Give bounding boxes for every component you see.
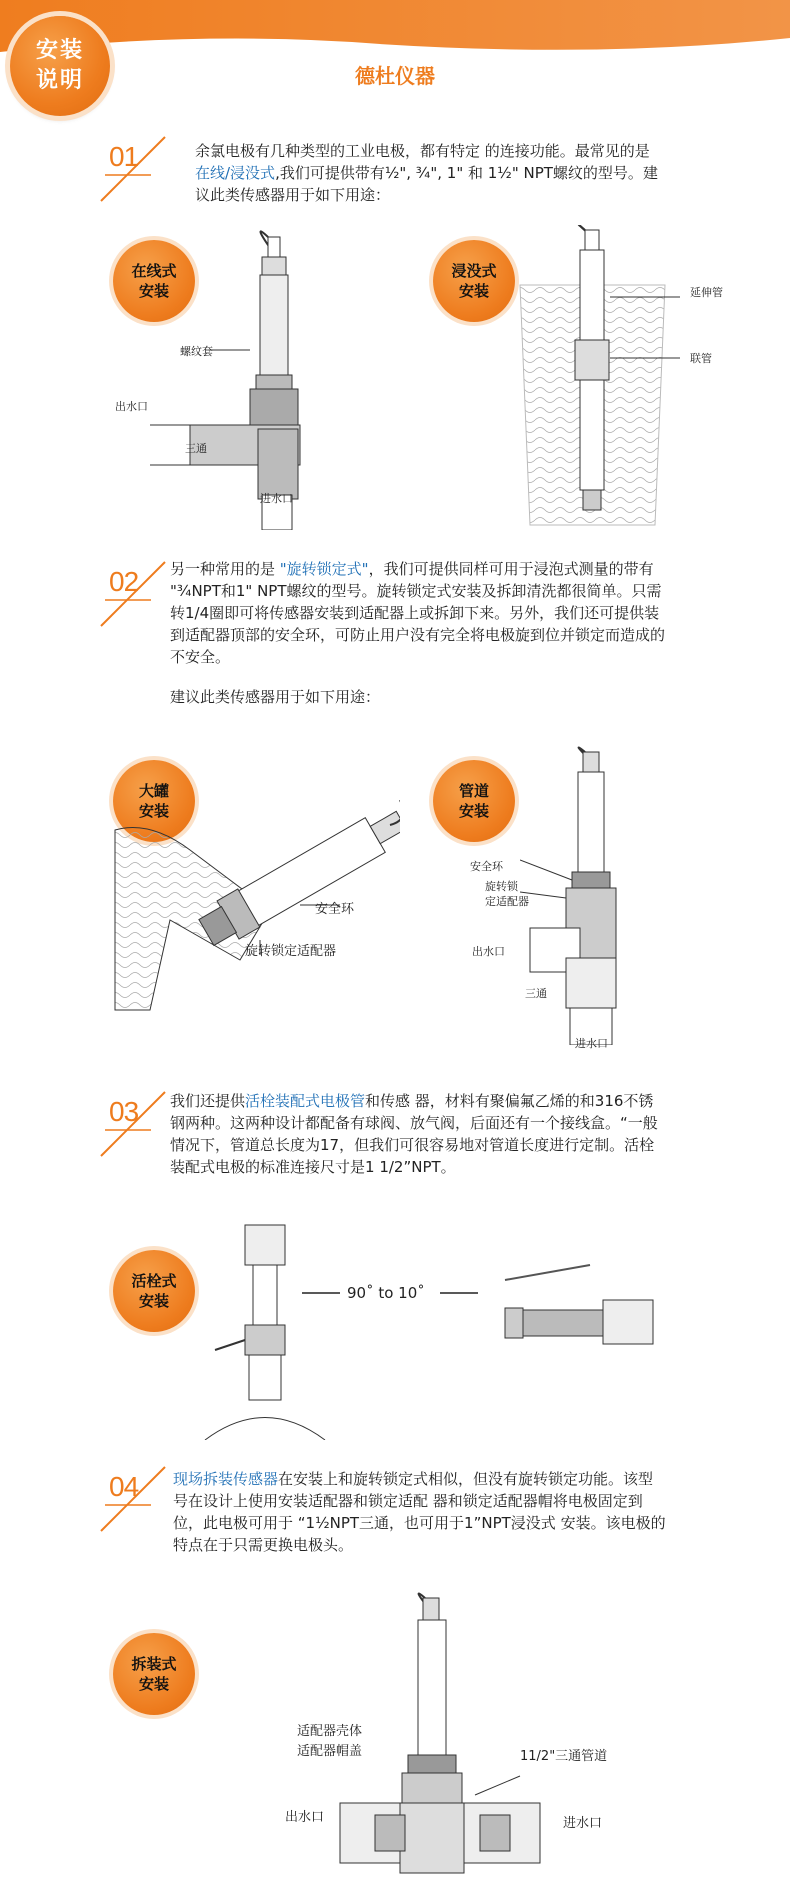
label-coupling: 联管 — [690, 352, 712, 365]
highlight-field-removable: 现场拆装传感器 — [173, 1470, 279, 1488]
badge-hot-tap-install: 活栓式 安装 — [113, 1250, 195, 1332]
label-pipe-inlet: 进水口 — [575, 1037, 608, 1050]
label-adapter-cap: 适配器帽盖 — [297, 1744, 363, 1759]
section-number-04 — [95, 1463, 175, 1535]
section-number-text: 01 — [109, 141, 139, 172]
tank-install-diagram — [110, 780, 400, 1025]
section-number-01 — [95, 133, 175, 205]
removable-install-diagram — [330, 1580, 550, 1880]
highlight-inline-immersion: 在线/浸没式 — [195, 164, 276, 182]
label-rotary-adapter: 旋转锁定适配器 — [245, 944, 337, 959]
section-02-recommend: 建议此类传感器用于如下用途： — [170, 688, 381, 706]
inline-install-diagram — [150, 225, 350, 530]
header-band — [0, 0, 790, 60]
label-pipe-safety-ring: 安全环 — [470, 860, 503, 873]
label-pipe-tee: 三通 — [525, 987, 547, 1000]
section-number-text: 03 — [109, 1096, 139, 1127]
section-04-text: 现场拆装传感器在安装上和旋转锁定式相似，但没有旋转锁定功能。该型号在设计上使用安装适配器和锁定适配 器和锁定适配器帽将电极固定到位，此电极可用于 “1½NPT三通，也可用于1”NPT浸没式 安装。该电极的特点在于只需更换电极头。 — [173, 1470, 666, 1554]
label-extension-pipe: 延伸管 — [690, 286, 723, 299]
section-number-text: 02 — [109, 566, 139, 597]
hot-tap-horizontal-diagram — [495, 1260, 660, 1350]
label-removable-inlet: 进水口 — [563, 1816, 603, 1831]
label-safety-ring: 安全环 — [315, 902, 355, 917]
brand-title: 德杜仪器 — [355, 64, 435, 88]
badge-inline-install: 在线式 安装 — [113, 240, 195, 322]
section-number-text: 04 — [109, 1471, 139, 1502]
header-wave — [0, 0, 790, 60]
section-number-03 — [95, 1088, 175, 1160]
badge-line-1: 安装 — [35, 38, 84, 63]
highlight-rotary-lock: "旋转锁定式" — [279, 560, 369, 578]
section-01-text: 余氯电极有几种类型的工业电极，都有特定 的连接功能。最常见的是 在线/浸没式,我们可提供带有½", ¾", 1" 和 1½" NPT螺纹的型号。建议此类传感器用于如下用途： — [195, 142, 658, 204]
label-tee-pipe: 11/2"三通管道 — [520, 1749, 608, 1764]
badge-tank-install: 大罐 安装 — [113, 760, 195, 842]
label-inlet: 进水口 — [260, 492, 293, 505]
immersion-install-diagram — [515, 225, 690, 530]
section-02-text: 另一种常用的是 "旋转锁定式"，我们可提供同样可用于浸泡式测量的带有 "¾NPT和1" NPT螺纹的型号。旋转锁定式安装及拆卸清洗都很简单。只需转1/4圈即可将传感器安装到适配器上或拆卸下来。另外，我们还可提供装到适配器顶部的安全环，可防止用户没有完全将电极旋到位并锁定而造成的不安全。 — [170, 560, 666, 666]
badge-immersion-install: 浸没式 安装 — [433, 240, 515, 322]
highlight-hot-tap: 活栓装配式电极管 — [245, 1092, 366, 1110]
section-number-02 — [95, 558, 175, 630]
label-thread-sleeve: 螺纹套 — [180, 345, 213, 358]
badge-removable-install: 拆装式 安装 — [113, 1633, 195, 1715]
badge-pipe-install: 管道 安装 — [433, 760, 515, 842]
label-adapter-body: 适配器壳体 — [297, 1724, 363, 1739]
section-03-text: 我们还提供活栓装配式电极管和传感 器，材料有聚偏氟乙烯的和316不锈钢两种。这两种设计都配备有球阀、放气阀，后面还有一个接线盒。“一般情况下，管道总长度为17，但我们可很容易地对管道长度进行定制。活栓装配式电极的标准连接尺寸是1 1/2”NPT。 — [170, 1092, 658, 1176]
label-pipe-outlet: 出水口 — [472, 945, 505, 958]
label-pipe-adapter-l1: 旋转锁 — [485, 880, 518, 893]
label-pipe-adapter-l2: 定适配器 — [485, 895, 529, 908]
label-tee: 三通 — [185, 442, 207, 455]
label-outlet: 出水口 — [115, 400, 148, 413]
badge-line-2: 说明 — [35, 68, 84, 93]
label-angle-range: 90˚ to 10˚ — [347, 1284, 425, 1302]
hot-tap-vertical-diagram — [195, 1220, 335, 1440]
label-removable-outlet: 出水口 — [285, 1810, 325, 1825]
